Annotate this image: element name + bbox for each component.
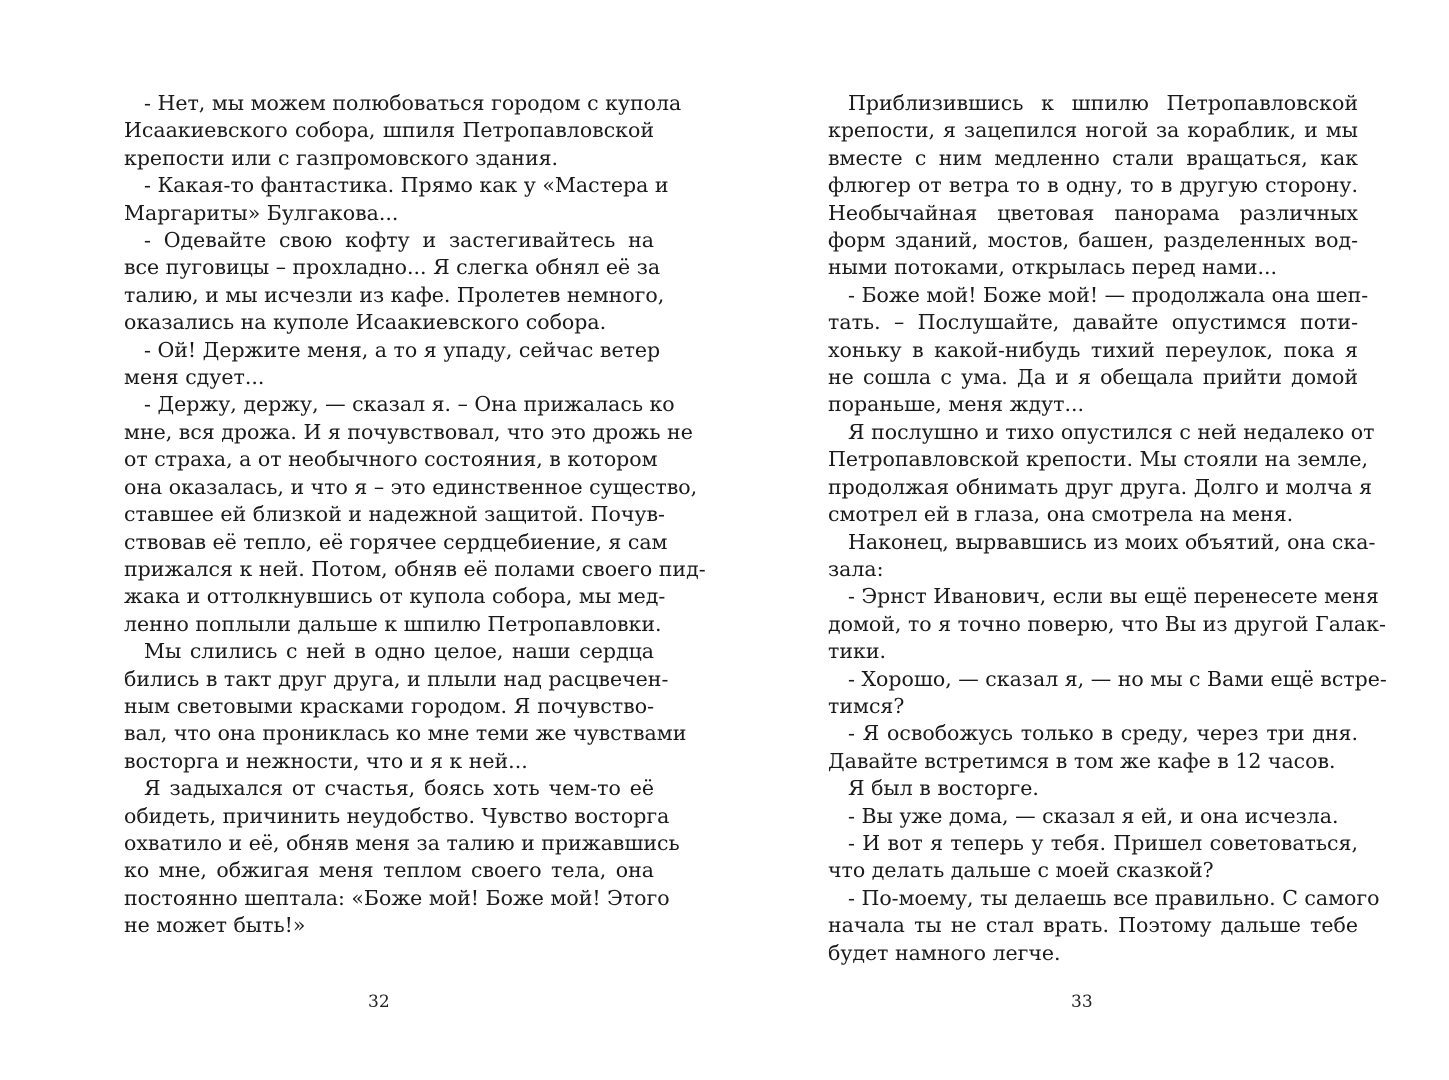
text-line: - Я освобожусь только в среду, через три дня. <box>848 721 1358 746</box>
text-line: ствовав её тепло, её горячее сердцебиение, я сам <box>124 529 668 554</box>
text-line: ленно поплыли дальше к шпилю Петропавловки. <box>124 611 662 636</box>
paragraph <box>102 337 661 392</box>
text-line: Наконец, вырвавшись из моих объятий, она ска- <box>848 529 1376 554</box>
paragraph <box>102 90 682 172</box>
page-number-left: 32 <box>368 992 390 1012</box>
paragraph <box>102 638 687 775</box>
text-line: - Вы уже дома, — сказал я ей, и она исчезла. <box>848 803 1339 828</box>
text-line: Я послушно и тихо опустился с ней недалеко от <box>848 419 1375 444</box>
paragraph <box>806 583 1386 665</box>
right-page-text <box>806 90 1387 967</box>
text-line: Я был в восторге. <box>848 776 1039 801</box>
text-line: Давайте встретимся в том же кафе в 12 часов. <box>828 748 1336 773</box>
text-line: тать. – Послушайте, давайте опустимся поти- <box>828 310 1358 335</box>
text-line: Необычайная цветовая панорама различных <box>828 200 1358 225</box>
paragraph <box>806 419 1375 529</box>
text-line: охватило и её, обняв меня за талию и прижавшись <box>124 830 680 855</box>
text-line: тики. <box>828 639 886 664</box>
text-line: от страха, а от необычного состояния, в котором <box>124 447 658 472</box>
text-line: форм зданий, мостов, башен, разделенных вод- <box>828 228 1358 253</box>
text-line: продолжая обнимать друг друга. Долго и молча я <box>828 474 1373 499</box>
text-line: она оказалась, и что я – это единственное существо, <box>124 474 698 499</box>
text-line: пораньше, меня ждут... <box>828 392 1085 417</box>
text-line: - И вот я теперь у тебя. Пришел советоваться, <box>848 830 1358 855</box>
text-line: - Эрнст Иванович, если вы ещё перенесете меня <box>848 584 1379 609</box>
text-line: обидеть, причинить неудобство. Чувство восторга <box>124 803 670 828</box>
paragraph <box>806 90 1358 282</box>
text-line: Петропавловской крепости. Мы стояли на земле, <box>828 447 1369 472</box>
paragraph <box>102 391 706 638</box>
paragraph <box>806 830 1358 885</box>
text-line: будет намного легче. <box>828 940 1061 965</box>
page-number-right: 33 <box>1071 992 1093 1012</box>
text-line: - Боже мой! Боже мой! — продолжала она шеп- <box>848 282 1369 307</box>
text-line: восторга и нежности, что и я к ней... <box>124 748 528 773</box>
text-line: - Какая-то фантастика. Прямо как у «Мастера и <box>144 173 669 198</box>
text-line: Приблизившись к шпилю Петропавловской <box>848 91 1358 115</box>
text-line: не сошла с ума. Да и я обещала прийти домой <box>828 365 1358 390</box>
paragraph <box>806 529 1376 584</box>
text-line: Мы слились с ней в одно целое, наши сердца <box>144 639 654 664</box>
text-line: домой, то я точно поверю, что Вы из другой Галак- <box>828 611 1386 636</box>
text-line: - Хорошо, — сказал я, — но мы с Вами ещё встре- <box>848 666 1387 691</box>
text-line: ставшее ей близкой и надежной защитой. Почув- <box>124 502 665 527</box>
text-line: Я задыхался от счастья, боясь хоть чем-то её <box>144 776 654 801</box>
text-line: - По-моему, ты делаешь все правильно. С самого <box>848 885 1380 910</box>
text-line: - Нет, мы можем полюбоваться городом с купола <box>144 91 682 115</box>
text-line: ным световыми красками городом. Я почувство- <box>124 693 654 718</box>
text-line: - Ой! Держите меня, а то я упаду, сейчас ветер <box>144 337 661 362</box>
text-line: вал, что она прониклась ко мне теми же чувствами <box>124 721 687 746</box>
text-line: ными потоками, открылась перед нами... <box>828 255 1278 280</box>
text-line: хоньку в какой-нибудь тихий переулок, пока я <box>828 337 1358 362</box>
text-line: Исаакиевского собора, шпиля Петропавловской <box>124 118 654 143</box>
text-line: крепости или с газпромовского здания. <box>124 145 559 170</box>
text-line: оказались на куполе Исаакиевского собора. <box>124 310 607 335</box>
text-line: бились в такт друг друга, и плыли над расцвечен- <box>124 666 669 691</box>
text-line: ко мне, обжигая меня теплом своего тела, она <box>124 858 654 883</box>
text-line: жака и оттолкнувшись от купола собора, мы мед- <box>124 584 666 609</box>
paragraph <box>102 172 669 227</box>
text-line: - Одевайте свою кофту и застегивайтесь на <box>144 228 654 253</box>
text-line: начала ты не стал врать. Поэтому дальше тебе <box>828 913 1358 938</box>
paragraph <box>806 720 1358 775</box>
text-line: тимся? <box>828 693 905 718</box>
text-line: - Держу, держу, — сказал я. – Она прижалась ко <box>144 392 675 417</box>
text-line: талию, и мы исчезли из кафе. Пролетев немного, <box>124 282 665 307</box>
text-line: постоянно шептала: «Боже мой! Боже мой! Этого <box>124 885 670 910</box>
text-line: мне, вся дрожа. И я почувствовал, что это дрожь не <box>124 419 693 444</box>
left-page-text <box>102 90 706 940</box>
paragraph <box>102 775 680 939</box>
text-line: меня сдует... <box>124 365 265 390</box>
text-line: что делать дальше с моей сказкой? <box>828 858 1214 883</box>
text-line: Маргариты» Булгакова... <box>124 200 399 225</box>
paragraph <box>806 775 1358 802</box>
left-page <box>102 90 706 940</box>
paragraph <box>806 282 1369 419</box>
paragraph <box>806 885 1380 967</box>
text-line: крепости, я зацепился ногой за кораблик, и мы <box>828 118 1358 143</box>
right-page <box>806 90 1387 967</box>
paragraph <box>806 803 1358 830</box>
text-line: зала: <box>828 556 884 581</box>
paragraph <box>806 666 1387 721</box>
text-line: прижался к ней. Потом, обняв её полами своего пид- <box>124 556 706 581</box>
text-line: вместе с ним медленно стали вращаться, как <box>828 145 1358 170</box>
text-line: флюгер от ветра то в одну, то в другую сторону. <box>828 173 1358 198</box>
text-line: все пуговицы – прохладно... Я слегка обнял её за <box>124 255 661 280</box>
text-line: не может быть!» <box>124 913 306 938</box>
text-line: смотрел ей в глаза, она смотрела на меня. <box>828 502 1294 527</box>
paragraph <box>102 227 665 337</box>
